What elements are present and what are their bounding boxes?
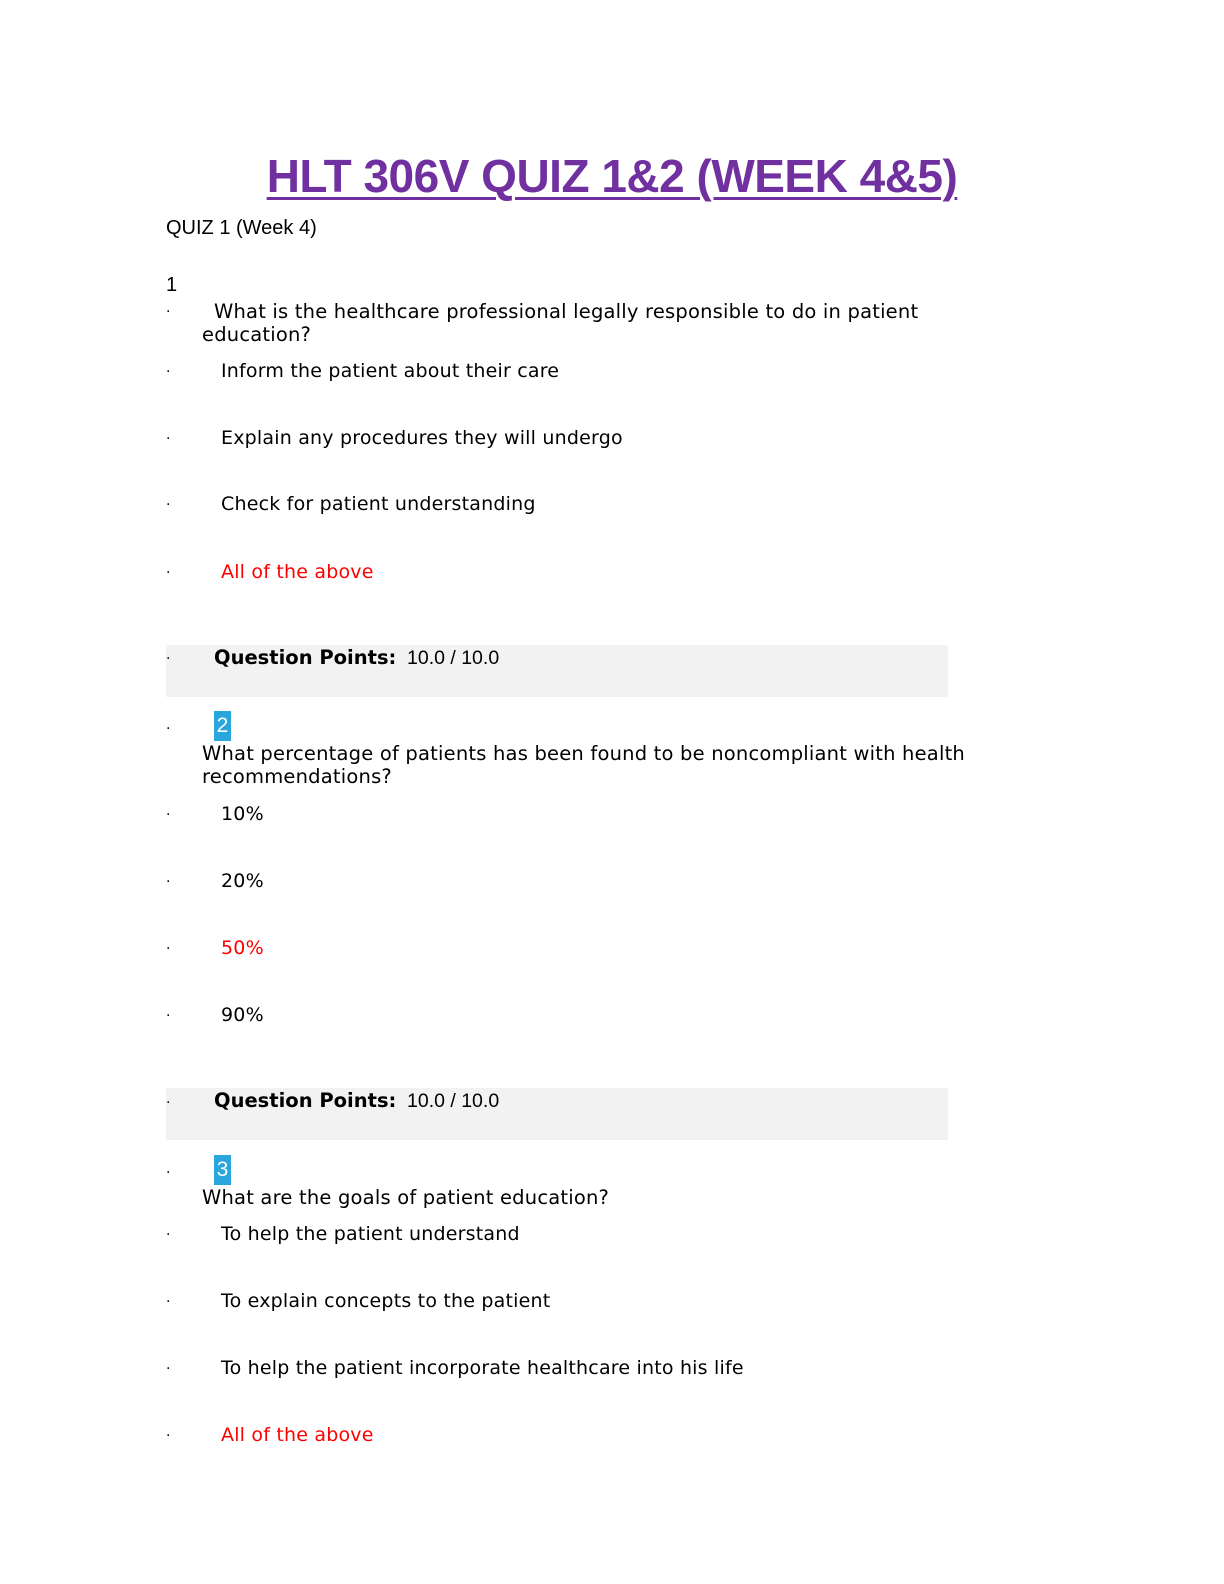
question-2-points-value: 10.0 / 10.0 (407, 1090, 500, 1112)
question-1-answer-1: Inform the patient about their care (221, 360, 560, 382)
question-1-points-label: Question Points: (214, 646, 397, 669)
bullet: · (166, 1008, 171, 1024)
question-2-answer-1: 10% (221, 803, 264, 825)
bullet: · (166, 1095, 171, 1111)
bullet: · (166, 941, 171, 957)
question-3-answer-4-correct: All of the above (221, 1424, 374, 1446)
bullet: · (166, 304, 171, 320)
bullet: · (166, 1428, 171, 1444)
question-3-answer-1: To help the patient understand (221, 1223, 520, 1245)
question-1-answer-2: Explain any procedures they will undergo (221, 427, 623, 449)
question-3-answer-2: To explain concepts to the patient (221, 1290, 551, 1312)
question-1-number: 1 (166, 274, 178, 296)
question-2-answer-4: 90% (221, 1004, 264, 1026)
document-title (0, 146, 1224, 206)
question-2-answer-2: 20% (221, 870, 264, 892)
bullet: · (166, 874, 171, 890)
question-2-answer-3-correct: 50% (221, 937, 264, 959)
question-2-points-label: Question Points: (214, 1089, 397, 1112)
question-1-points-value: 10.0 / 10.0 (407, 647, 500, 669)
question-3-text: What are the goals of patient education? (202, 1186, 610, 1209)
bullet: · (166, 1294, 171, 1310)
bullet: · (166, 431, 171, 447)
bullet: · (166, 497, 171, 513)
section-heading: QUIZ 1 (Week 4) (166, 217, 317, 239)
bullet: · (166, 565, 171, 581)
question-1-text-content: What is the healthcare professional legally responsible to do in patient education? (202, 300, 919, 346)
question-2-text: What percentage of patients has been found to be noncompliant with health recommendations? (202, 742, 965, 788)
question-2-number: 2 (214, 711, 231, 741)
bullet: · (166, 1165, 171, 1181)
bullet: · (166, 364, 171, 380)
document-title-text: HLT 306V QUIZ 1&2 (WEEK 4&5) (266, 150, 958, 202)
bullet: · (166, 1227, 171, 1243)
bullet: · (166, 651, 171, 667)
bullet: · (166, 807, 171, 823)
bullet: · (166, 1361, 171, 1377)
question-3-answer-3: To help the patient incorporate healthcare into his life (221, 1357, 744, 1379)
question-1-answer-3: Check for patient understanding (221, 493, 536, 515)
question-1-text (202, 300, 1022, 346)
question-3-number: 3 (214, 1155, 231, 1185)
question-1-answer-4-correct: All of the above (221, 561, 374, 583)
bullet: · (166, 721, 171, 737)
